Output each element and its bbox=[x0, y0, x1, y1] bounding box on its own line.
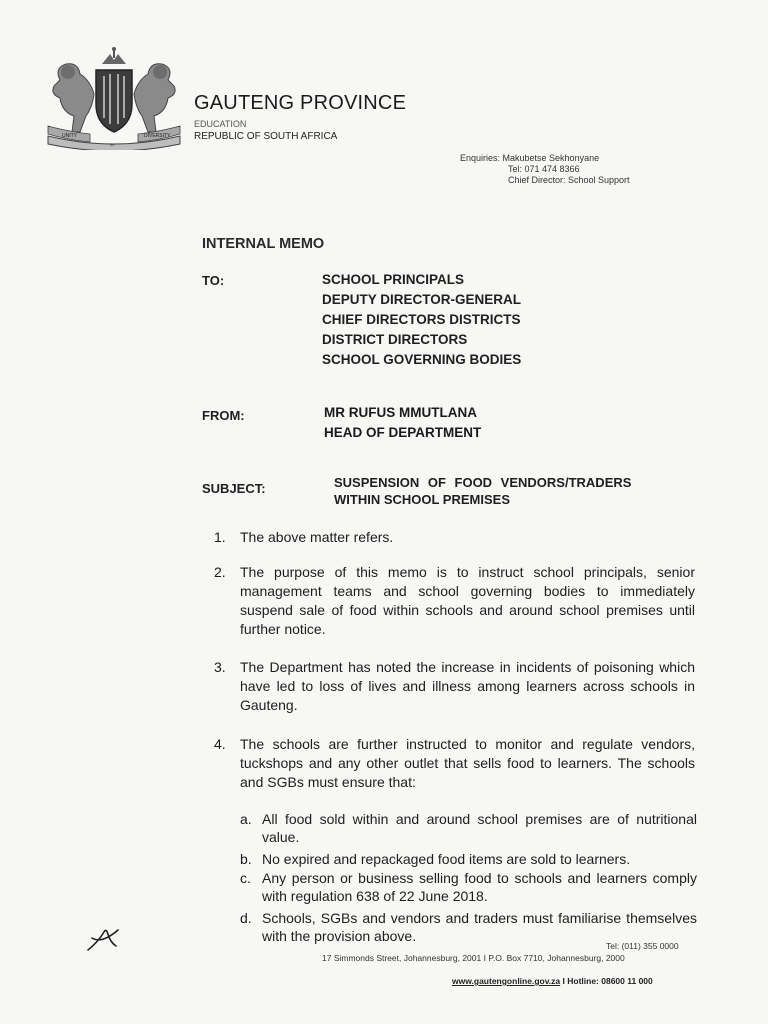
item-number: 3. bbox=[214, 659, 226, 675]
paragraph: The above matter refers. bbox=[240, 529, 394, 545]
department-title: GAUTENG PROVINCE bbox=[194, 92, 407, 114]
recipient: DISTRICT DIRECTORS bbox=[322, 332, 468, 347]
enquiries-contact: Enquiries: Makubetse Sekhonyane bbox=[460, 153, 600, 163]
item-number: 4. bbox=[214, 736, 226, 752]
enquiries-tel: Tel: 071 474 8366 bbox=[508, 164, 580, 174]
initial-mark bbox=[84, 924, 124, 952]
to-label: TO: bbox=[202, 273, 225, 288]
from-label: FROM: bbox=[202, 408, 245, 423]
memo-title: INTERNAL MEMO bbox=[202, 236, 325, 252]
recipient: DEPUTY DIRECTOR-GENERAL bbox=[322, 292, 522, 307]
department-subtitle: EDUCATION bbox=[194, 119, 247, 129]
sub-item: No expired and repackaged food items are sold to learners. bbox=[262, 851, 631, 867]
sender bbox=[324, 403, 481, 443]
sender-name: MR RUFUS MMUTLANA bbox=[324, 405, 477, 420]
website-link[interactable]: www.gautengonline.gov.za bbox=[452, 976, 561, 986]
crest-motto-left: UNITY bbox=[62, 133, 77, 139]
paragraph: The purpose of this memo is to instruct school principals, senior management teams and school governing bodies to immediately suspend sale of food within schools and around school premises until further notice. bbox=[240, 564, 695, 637]
sub-item: Any person or business selling food to schools and learners comply with regulation 638 of 22 June 2018. bbox=[262, 870, 697, 904]
recipient-list bbox=[322, 270, 521, 370]
sub-item-letter: c. bbox=[240, 870, 251, 886]
subject-line: WITHIN SCHOOL PREMISES bbox=[334, 492, 510, 507]
coat-of-arms-logo bbox=[40, 46, 188, 150]
crest-motto-mid: IN bbox=[110, 142, 114, 147]
footer-address: 17 Simmonds Street, Johannesburg, 2001 I P.O. Box 7710, Johannesburg, 2000 bbox=[322, 953, 625, 963]
sub-item-letter: d. bbox=[240, 910, 252, 926]
subject-label: SUBJECT: bbox=[202, 481, 266, 496]
footer-tel: Tel: (011) 355 0000 bbox=[606, 941, 679, 951]
crest-motto-right: DIVERSITY bbox=[144, 133, 171, 139]
paragraph: The schools are further instructed to monitor and regulate vendors, tuckshops and any other outlet that sells food to learners. The schools and SGBs must ensure that: bbox=[240, 736, 695, 790]
sub-item: All food sold within and around school premises are of nutritional value. bbox=[262, 811, 697, 845]
recipient: SCHOOL GOVERNING BODIES bbox=[322, 352, 522, 367]
sub-item-letter: a. bbox=[240, 811, 252, 827]
paragraph: The Department has noted the increase in incidents of poisoning which have led to loss of lives and illness among learners across schools in Gauteng. bbox=[240, 659, 695, 713]
hotline: I Hotline: 08600 11 000 bbox=[560, 976, 653, 986]
recipient: SCHOOL PRINCIPALS bbox=[322, 272, 465, 287]
item-number: 2. bbox=[214, 564, 226, 580]
sub-item: Schools, SGBs and vendors and traders must familiarise themselves with the provision above. bbox=[262, 910, 697, 944]
sub-item-letter: b. bbox=[240, 851, 252, 867]
country-subtitle: REPUBLIC OF SOUTH AFRICA bbox=[194, 131, 338, 142]
footer-contact bbox=[452, 976, 653, 986]
recipient: CHIEF DIRECTORS DISTRICTS bbox=[322, 312, 521, 327]
item-number: 1. bbox=[214, 529, 226, 545]
enquiries-title: Chief Director: School Support bbox=[508, 175, 630, 185]
sender-title: HEAD OF DEPARTMENT bbox=[324, 425, 482, 440]
subject-text bbox=[334, 474, 694, 508]
subject-line: SUSPENSION OF FOOD VENDORS/TRADERS bbox=[334, 475, 632, 490]
